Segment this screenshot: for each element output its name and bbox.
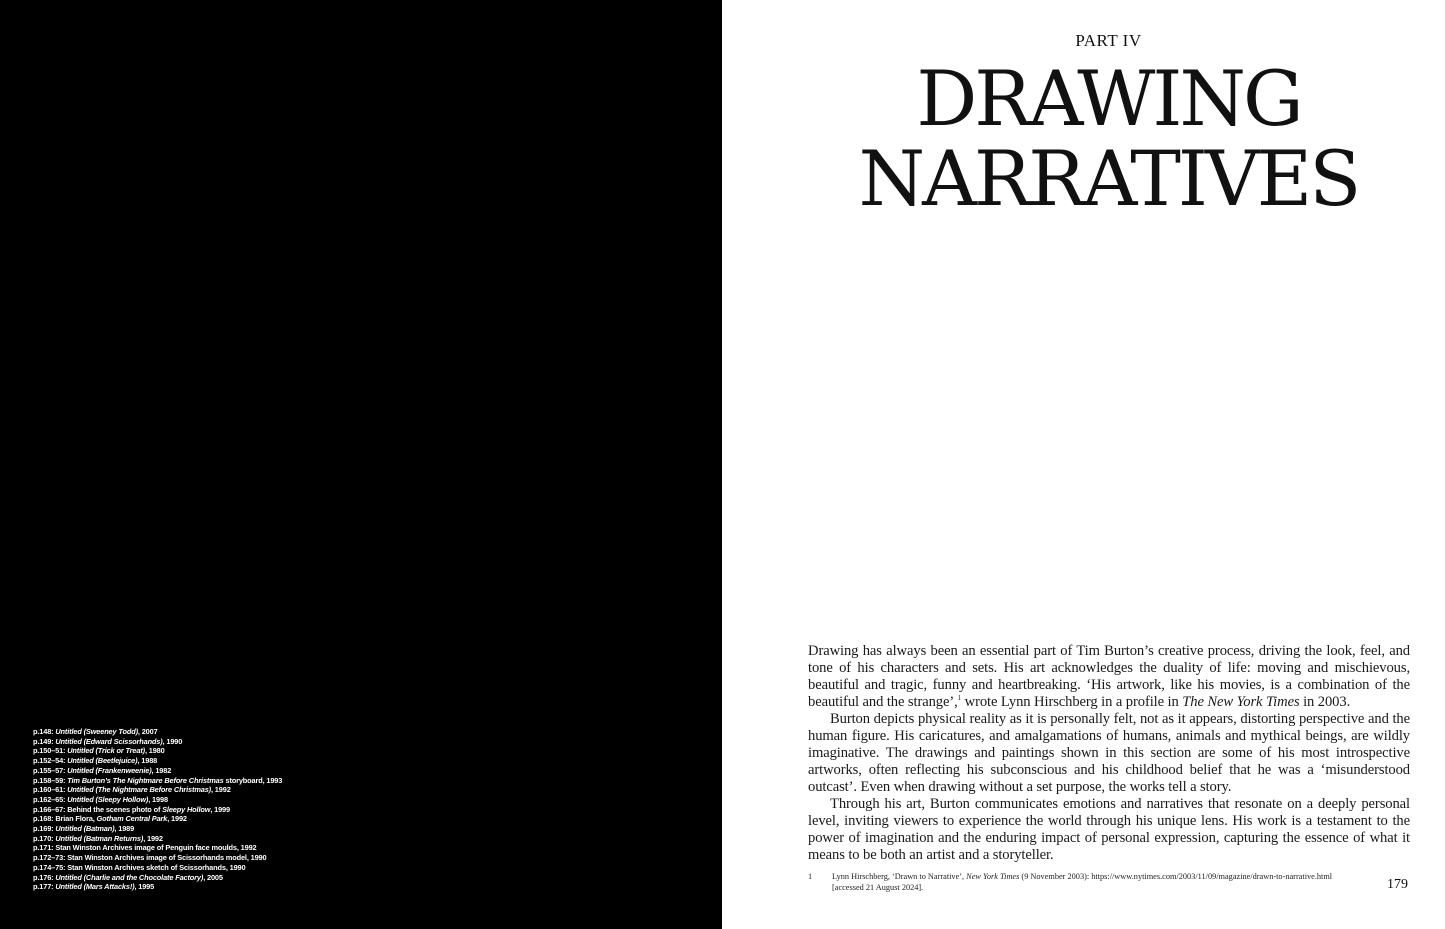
left-page	[0, 0, 722, 929]
caption-line: p.162–65: Untitled (Sleepy Hollow), 1998	[33, 794, 168, 804]
caption-line: p.171: Stan Winston Archives image of Penguin face moulds, 1992	[33, 843, 257, 853]
paragraph-1: Drawing has always been an essential part of Tim Burton’s creative process, driving the look, feel, and tone of his characters and sets. His art acknowledges the duality of life: moving and mischievous, beautiful and tragic, funny and heartbreaking. ‘His artwork, like his movies, is a combination of the beautiful and the strange’,$^1$ wrote Lynn Hirschberg in a profile in The New York Times in 2003.	[808, 643, 1410, 710]
caption-line: p.155–57: Untitled (Frankenweenie), 1982	[33, 765, 172, 775]
caption-line: p.148: Untitled (Sweeney Todd), 2007	[33, 727, 158, 736]
chapter-title-line-1: DRAWING	[916, 54, 1301, 143]
caption-line: p.177: Untitled (Mars Attacks!), 1995	[33, 882, 155, 892]
right-page	[722, 0, 1445, 929]
caption-line: p.158–59: Tim Burton’s The Nightmare Before Christmas storyboard, 1993	[33, 775, 283, 785]
footnote	[808, 872, 1348, 893]
chapter-title-line-2: NARRATIVES	[858, 134, 1359, 223]
footnote-marker[interactable]: 1	[957, 694, 962, 703]
caption-line: p.166–67: Behind the scenes photo of Sleepy Hollow, 1999	[33, 804, 230, 814]
caption-line: p.176: Untitled (Charlie and the Chocolate Factory), 2005	[33, 872, 223, 882]
footnote-number: 1	[808, 872, 813, 881]
caption-line: p.168: Brian Flora, Gotham Central Park, 1992	[33, 814, 187, 824]
caption-line: p.160–61: Untitled (The Nightmare Before Christmas), 1992	[33, 785, 231, 795]
paragraph-3: Through his art, Burton communicates emotions and narratives that resonate on a deeply personal level, inviting viewers to experience the world through his unique lens. His work is a testament to the power of imagination and the enduring impact of personal expression, capturing the essence of what it means to be both an artist and a storyteller.	[808, 796, 1410, 863]
paragraph-2: Burton depicts physical reality as it is personally felt, not as it appears, distorting perspective and the human figure. His caricatures, and amalgamations of humans, animals and mythical beings, are wildly imaginative. The drawings and paintings shown in this section are some of his most introspective artworks, often reflecting his subconscious and his childhood belief that he was a ‘misunderstood outcast’. Even when drawing without a set purpose, the works tell a story.	[808, 711, 1410, 795]
caption-line: p.149: Untitled (Edward Scissorhands), 1990	[33, 736, 183, 746]
image-captions	[33, 727, 433, 892]
caption-line: p.172–73: Stan Winston Archives image of Scissorhands model, 1990	[33, 853, 267, 863]
body-text	[808, 643, 1410, 864]
caption-line: p.170: Untitled (Batman Returns), 1992	[33, 833, 163, 843]
page-number: 179	[1387, 877, 1408, 892]
caption-line: p.169: Untitled (Batman), 1989	[33, 824, 135, 834]
caption-line: p.150–51: Untitled (Trick or Treat), 1980	[33, 746, 165, 756]
footnote-text: Lynn Hirschberg, ‘Drawn to Narrative’, New York Times (9 November 2003): https://www.nytimes.com/2003/11/09/magazine/drawn-to-narrative.html [accessed 21 August 2024].	[832, 872, 1333, 892]
part-label: PART IV	[1075, 31, 1142, 50]
caption-line: p.174–75: Stan Winston Archives sketch of Scissorhands, 1990	[33, 862, 246, 872]
caption-line: p.152–54: Untitled (Beetlejuice), 1988	[33, 756, 158, 766]
